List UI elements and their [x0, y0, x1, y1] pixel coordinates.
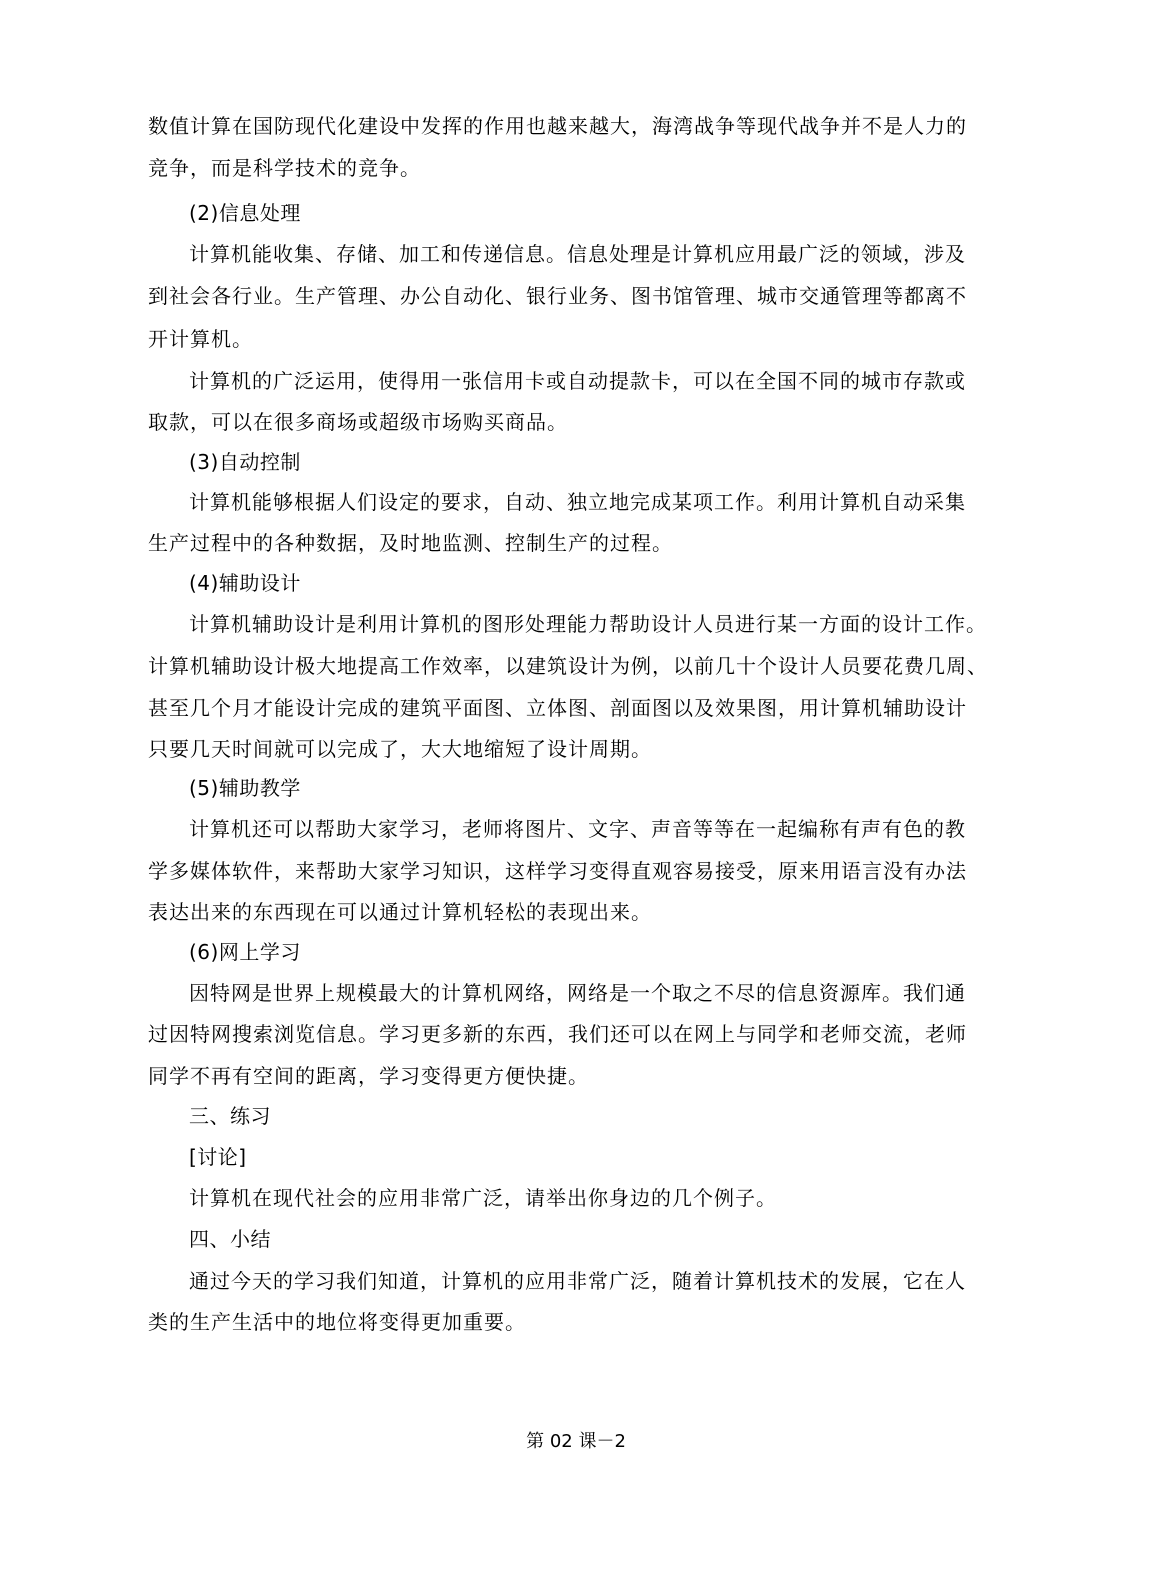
paragraph-line: 计算机在现代社会的应用非常广泛，请举出你身边的几个例子。 [189, 1186, 777, 1210]
paragraph-line: 计算机还可以帮助大家学习，老师将图片、文字、声音等等在一起编称有声有色的教 [189, 817, 966, 841]
paragraph-line: 表达出来的东西现在可以通过计算机轻松的表现出来。 [148, 900, 652, 924]
paragraph-line: 计算机能够根据人们设定的要求，自动、独立地完成某项工作。利用计算机自动采集 [189, 490, 966, 514]
section-heading-info-processing: (2)信息处理 [189, 201, 301, 225]
discussion-label: [讨论] [189, 1145, 247, 1169]
paragraph-line: 生产过程中的各种数据，及时地监测、控制生产的过程。 [148, 531, 673, 555]
paragraph-line: 计算机辅助设计是利用计算机的图形处理能力帮助设计人员进行某一方面的设计工作。 [189, 612, 987, 636]
paragraph-line: 开计算机。 [148, 327, 253, 351]
paragraph-line: 甚至几个月才能设计完成的建筑平面图、立体图、剖面图以及效果图，用计算机辅助设计 [148, 696, 967, 720]
section-heading-aided-teaching: (5)辅助教学 [189, 776, 301, 800]
section-heading-aided-design: (4)辅助设计 [189, 571, 301, 595]
paragraph-line: 计算机能收集、存储、加工和传递信息。信息处理是计算机应用最广泛的领域，涉及 [189, 242, 966, 266]
paragraph-line: 计算机辅助设计极大地提高工作效率，以建筑设计为例，以前几十个设计人员要花费几周、 [148, 654, 988, 678]
page-footer: 第 02 课－2 [526, 1431, 626, 1452]
section-heading-auto-control: (3)自动控制 [189, 450, 301, 474]
paragraph-line: 学多媒体软件，来帮助大家学习知识，这样学习变得直观容易接受，原来用语言没有办法 [148, 859, 967, 883]
paragraph-line: 过因特网搜索浏览信息。学习更多新的东西，我们还可以在网上与同学和老师交流，老师 [148, 1022, 967, 1046]
paragraph-line: 同学不再有空间的距离，学习变得更方便快捷。 [148, 1064, 589, 1088]
paragraph-line: 数值计算在国防现代化建设中发挥的作用也越来越大，海湾战争等现代战争并不是人力的 [148, 114, 967, 138]
paragraph-line: 只要几天时间就可以完成了，大大地缩短了设计周期。 [148, 737, 652, 761]
section-heading-online-learning: (6)网上学习 [189, 940, 301, 964]
paragraph-line: 到社会各行业。生产管理、办公自动化、银行业务、图书馆管理、城市交通管理等都离不 [148, 284, 967, 308]
section-heading-exercise: 三、练习 [189, 1104, 271, 1128]
paragraph-line: 竞争，而是科学技术的竞争。 [148, 156, 421, 180]
section-heading-summary: 四、小结 [189, 1227, 271, 1251]
paragraph-line: 取款，可以在很多商场或超级市场购买商品。 [148, 410, 568, 434]
paragraph-line: 计算机的广泛运用，使得用一张信用卡或自动提款卡，可以在全国不同的城市存款或 [189, 369, 966, 393]
paragraph-line: 通过今天的学习我们知道，计算机的应用非常广泛，随着计算机技术的发展，它在人 [189, 1269, 966, 1293]
paragraph-line: 类的生产生活中的地位将变得更加重要。 [148, 1310, 526, 1334]
paragraph-line: 因特网是世界上规模最大的计算机网络，网络是一个取之不尽的信息资源库。我们通 [189, 981, 966, 1005]
